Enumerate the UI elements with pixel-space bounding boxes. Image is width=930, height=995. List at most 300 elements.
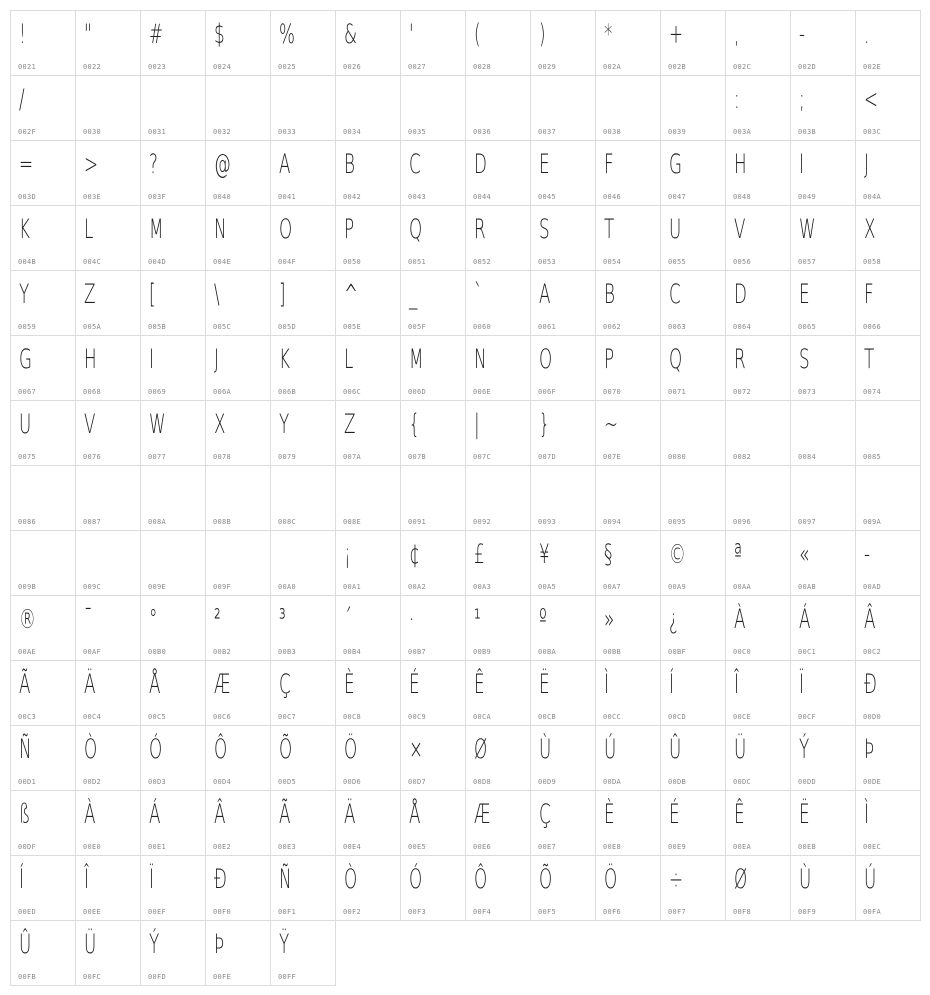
glyph-char: D — [474, 149, 487, 180]
glyph-codepoint: 00E0 — [83, 843, 102, 851]
glyph-cell — [791, 726, 856, 791]
glyph-char: F — [604, 149, 614, 180]
glyph-codepoint: 0071 — [668, 388, 687, 396]
glyph-char: Û — [669, 734, 682, 765]
glyph-char: E — [799, 279, 810, 310]
glyph-codepoint: 0078 — [213, 453, 232, 461]
glyph-codepoint: 00C0 — [733, 648, 752, 656]
glyph-cell — [11, 401, 76, 466]
glyph-cell — [336, 271, 401, 336]
glyph-codepoint: 00F6 — [603, 908, 622, 916]
glyph-cell — [466, 336, 531, 401]
glyph-cell — [141, 466, 206, 531]
glyph-codepoint: 0040 — [213, 193, 232, 201]
glyph-codepoint: 0091 — [408, 518, 427, 526]
glyph-char: É — [409, 669, 420, 700]
glyph-char: ; — [799, 84, 805, 115]
glyph-cell — [11, 856, 76, 921]
glyph-codepoint: 00C3 — [18, 713, 37, 721]
glyph-char: Ï — [799, 669, 804, 700]
glyph-codepoint: 0031 — [148, 128, 167, 136]
glyph-codepoint: 0079 — [278, 453, 297, 461]
glyph-cell — [11, 11, 76, 76]
glyph-codepoint: 00F5 — [538, 908, 557, 916]
glyph-cell — [76, 271, 141, 336]
glyph-codepoint: 00AF — [83, 648, 102, 656]
glyph-cell — [336, 11, 401, 76]
glyph-char: Y — [19, 279, 30, 310]
glyph-codepoint: 005F — [408, 323, 427, 331]
glyph-codepoint: 008E — [343, 518, 362, 526]
glyph-cell — [76, 336, 141, 401]
glyph-codepoint: 00EF — [148, 908, 167, 916]
glyph-cell — [791, 856, 856, 921]
glyph-codepoint: 0026 — [343, 63, 362, 71]
glyph-codepoint: 0049 — [798, 193, 817, 201]
glyph-char: ( — [474, 19, 481, 50]
glyph-char: K — [279, 344, 290, 375]
glyph-codepoint: 00D4 — [213, 778, 232, 786]
glyph-char: [ — [149, 279, 156, 310]
glyph-codepoint: 004C — [83, 258, 102, 266]
glyph-cell — [271, 661, 336, 726]
glyph-cell — [596, 791, 661, 856]
glyph-codepoint: 0093 — [538, 518, 557, 526]
glyph-codepoint: 00C7 — [278, 713, 297, 721]
glyph-cell — [141, 271, 206, 336]
glyph-cell — [856, 726, 921, 791]
glyph-cell — [726, 401, 791, 466]
glyph-codepoint: 00C6 — [213, 713, 232, 721]
glyph-cell — [596, 726, 661, 791]
glyph-codepoint: 0038 — [603, 128, 622, 136]
glyph-cell — [791, 141, 856, 206]
glyph-codepoint: 00BB — [603, 648, 622, 656]
glyph-char: $ — [214, 19, 225, 50]
glyph-codepoint: 00B0 — [148, 648, 167, 656]
glyph-char: G — [669, 149, 682, 180]
glyph-cell — [856, 531, 921, 596]
glyph-grid — [10, 10, 921, 986]
glyph-cell — [726, 271, 791, 336]
glyph-cell — [336, 336, 401, 401]
glyph-codepoint: 00FF — [278, 973, 297, 981]
glyph-codepoint: 00E5 — [408, 843, 427, 851]
glyph-codepoint: 00A2 — [408, 583, 427, 591]
glyph-codepoint: 005A — [83, 323, 102, 331]
glyph-codepoint: 0065 — [798, 323, 817, 331]
glyph-cell — [791, 401, 856, 466]
glyph-char: Ô — [214, 734, 228, 765]
glyph-cell — [596, 596, 661, 661]
glyph-char: Ð — [864, 669, 877, 700]
glyph-cell — [271, 141, 336, 206]
glyph-cell — [11, 336, 76, 401]
glyph-codepoint: 00F1 — [278, 908, 297, 916]
glyph-codepoint: 007C — [473, 453, 492, 461]
glyph-char: Ë — [539, 669, 550, 700]
glyph-codepoint: 00EC — [863, 843, 882, 851]
glyph-cell — [856, 596, 921, 661]
glyph-codepoint: 00A5 — [538, 583, 557, 591]
glyph-char: Î — [734, 669, 739, 700]
glyph-cell — [271, 726, 336, 791]
glyph-cell — [141, 726, 206, 791]
glyph-cell — [791, 271, 856, 336]
glyph-cell — [206, 271, 271, 336]
glyph-char: Ç — [539, 799, 551, 830]
glyph-cell — [661, 596, 726, 661]
glyph-codepoint: 0048 — [733, 193, 752, 201]
glyph-cell — [856, 336, 921, 401]
glyph-codepoint: 00A7 — [603, 583, 622, 591]
glyph-cell — [726, 466, 791, 531]
glyph-cell — [856, 11, 921, 76]
glyph-codepoint: 0047 — [668, 193, 687, 201]
glyph-codepoint: 00DA — [603, 778, 622, 786]
glyph-char: È — [344, 669, 355, 700]
glyph-codepoint: 005D — [278, 323, 297, 331]
glyph-char: Ð — [214, 864, 227, 895]
glyph-char: C — [669, 279, 681, 310]
glyph-cell — [336, 726, 401, 791]
glyph-codepoint: 00FC — [83, 973, 102, 981]
glyph-cell — [271, 206, 336, 271]
glyph-char: Ù — [539, 734, 552, 765]
glyph-cell — [856, 791, 921, 856]
glyph-cell — [336, 596, 401, 661]
glyph-char: Þ — [214, 929, 225, 960]
glyph-cell — [856, 271, 921, 336]
glyph-cell — [271, 531, 336, 596]
glyph-cell — [76, 141, 141, 206]
glyph-cell — [661, 466, 726, 531]
glyph-char: Ü — [84, 929, 97, 960]
glyph-codepoint: 00D7 — [408, 778, 427, 786]
glyph-char: Î — [84, 864, 89, 895]
glyph-cell — [76, 596, 141, 661]
glyph-codepoint: 00EE — [83, 908, 102, 916]
glyph-char: Ÿ — [279, 929, 290, 960]
glyph-cell — [596, 336, 661, 401]
glyph-cell — [401, 206, 466, 271]
glyph-codepoint: 009F — [213, 583, 232, 591]
glyph-cell — [856, 206, 921, 271]
glyph-codepoint: 00CF — [798, 713, 817, 721]
glyph-cell — [661, 336, 726, 401]
glyph-cell — [401, 791, 466, 856]
glyph-char: " — [84, 19, 92, 50]
glyph-cell — [206, 596, 271, 661]
glyph-cell — [401, 271, 466, 336]
glyph-cell — [531, 596, 596, 661]
glyph-cell — [76, 466, 141, 531]
glyph-char: , — [734, 19, 740, 50]
glyph-codepoint: 0096 — [733, 518, 752, 526]
glyph-cell — [206, 661, 271, 726]
glyph-cell — [726, 336, 791, 401]
glyph-codepoint: 004B — [18, 258, 37, 266]
glyph-char: V — [734, 214, 746, 245]
glyph-char: À — [84, 799, 96, 830]
glyph-cell — [791, 206, 856, 271]
glyph-cell — [11, 76, 76, 141]
glyph-cell — [271, 271, 336, 336]
glyph-char: W — [799, 214, 816, 245]
glyph-char: Õ — [539, 864, 553, 895]
glyph-codepoint: 00F7 — [668, 908, 687, 916]
glyph-codepoint: 00AD — [863, 583, 882, 591]
glyph-codepoint: 00FD — [148, 973, 167, 981]
glyph-codepoint: 0085 — [863, 453, 882, 461]
glyph-char: Ö — [604, 864, 618, 895]
glyph-char: > — [84, 149, 99, 180]
glyph-cell — [726, 11, 791, 76]
glyph-char: Ù — [799, 864, 812, 895]
glyph-codepoint: 00E4 — [343, 843, 362, 851]
glyph-cell — [596, 661, 661, 726]
glyph-codepoint: 0059 — [18, 323, 37, 331]
glyph-codepoint: 005B — [148, 323, 167, 331]
glyph-codepoint: 002C — [733, 63, 752, 71]
glyph-codepoint: 005C — [213, 323, 232, 331]
glyph-char: _ — [409, 279, 418, 310]
glyph-codepoint: 00D3 — [148, 778, 167, 786]
glyph-cell — [661, 661, 726, 726]
glyph-codepoint: 006F — [538, 388, 557, 396]
glyph-cell — [76, 11, 141, 76]
glyph-cell — [401, 856, 466, 921]
glyph-cell — [466, 531, 531, 596]
glyph-codepoint: 00ED — [18, 908, 37, 916]
glyph-codepoint: 004E — [213, 258, 232, 266]
glyph-char: ³ — [279, 604, 286, 635]
glyph-char: & — [344, 19, 358, 50]
glyph-cell — [531, 791, 596, 856]
glyph-cell — [466, 271, 531, 336]
glyph-codepoint: 00D9 — [538, 778, 557, 786]
glyph-char: H — [734, 149, 747, 180]
glyph-codepoint: 009C — [83, 583, 102, 591]
glyph-cell — [206, 921, 271, 986]
glyph-char: ® — [19, 604, 36, 635]
glyph-codepoint: 008C — [278, 518, 297, 526]
glyph-cell — [206, 11, 271, 76]
glyph-char: Ä — [344, 799, 356, 830]
glyph-codepoint: 0097 — [798, 518, 817, 526]
glyph-codepoint: 0056 — [733, 258, 752, 266]
glyph-char: B — [344, 149, 355, 180]
glyph-codepoint: 004A — [863, 193, 882, 201]
glyph-cell — [206, 531, 271, 596]
glyph-codepoint: 0022 — [83, 63, 102, 71]
glyph-cell — [596, 206, 661, 271]
glyph-cell — [141, 791, 206, 856]
glyph-char: = — [19, 149, 34, 180]
glyph-char: ` — [474, 279, 483, 310]
glyph-cell — [596, 11, 661, 76]
glyph-codepoint: 0073 — [798, 388, 817, 396]
glyph-cell — [141, 76, 206, 141]
glyph-cell — [336, 661, 401, 726]
glyph-cell — [791, 11, 856, 76]
glyph-cell — [76, 206, 141, 271]
glyph-cell — [466, 11, 531, 76]
glyph-cell — [401, 141, 466, 206]
glyph-char: Û — [19, 929, 32, 960]
glyph-codepoint: 002E — [863, 63, 882, 71]
glyph-cell — [11, 141, 76, 206]
glyph-char: ÷ — [669, 864, 684, 895]
glyph-cell — [206, 791, 271, 856]
glyph-cell — [271, 76, 336, 141]
glyph-codepoint: 0087 — [83, 518, 102, 526]
glyph-char: Þ — [864, 734, 875, 765]
glyph-char: Q — [669, 344, 683, 375]
glyph-codepoint: 00D2 — [83, 778, 102, 786]
glyph-char: Ç — [279, 669, 291, 700]
glyph-codepoint: 0024 — [213, 63, 232, 71]
glyph-char: Z — [84, 279, 96, 310]
glyph-char: Ñ — [19, 734, 32, 765]
glyph-cell — [531, 856, 596, 921]
glyph-codepoint: 0057 — [798, 258, 817, 266]
glyph-codepoint: 00CB — [538, 713, 557, 721]
glyph-char: È — [604, 799, 615, 830]
glyph-char: Æ — [214, 669, 231, 700]
glyph-codepoint: 0092 — [473, 518, 492, 526]
glyph-char: N — [214, 214, 227, 245]
glyph-codepoint: 00F4 — [473, 908, 492, 916]
glyph-cell — [141, 401, 206, 466]
glyph-cell — [661, 141, 726, 206]
glyph-cell — [531, 466, 596, 531]
glyph-codepoint: 00FA — [863, 908, 882, 916]
glyph-cell — [11, 661, 76, 726]
glyph-cell — [531, 11, 596, 76]
glyph-codepoint: 00F9 — [798, 908, 817, 916]
glyph-cell — [11, 206, 76, 271]
glyph-codepoint: 003B — [798, 128, 817, 136]
glyph-codepoint: 007D — [538, 453, 557, 461]
glyph-char: * — [604, 19, 613, 50]
glyph-codepoint: 0045 — [538, 193, 557, 201]
glyph-codepoint: 0064 — [733, 323, 752, 331]
glyph-cell — [726, 141, 791, 206]
glyph-cell — [726, 596, 791, 661]
glyph-codepoint: 006E — [473, 388, 492, 396]
glyph-codepoint: 0070 — [603, 388, 622, 396]
glyph-codepoint: 0066 — [863, 323, 882, 331]
glyph-char: Z — [344, 409, 356, 440]
glyph-cell — [466, 856, 531, 921]
glyph-codepoint: 0044 — [473, 193, 492, 201]
glyph-codepoint: 00CD — [668, 713, 687, 721]
glyph-cell — [271, 466, 336, 531]
glyph-codepoint: 003A — [733, 128, 752, 136]
glyph-char: ° — [149, 604, 158, 635]
glyph-codepoint: 0028 — [473, 63, 492, 71]
glyph-char: Á — [149, 799, 161, 830]
glyph-cell — [141, 921, 206, 986]
glyph-char: ¢ — [409, 539, 420, 570]
glyph-codepoint: 00A1 — [343, 583, 362, 591]
glyph-cell — [791, 531, 856, 596]
glyph-char: S — [539, 214, 550, 245]
glyph-char: : — [734, 84, 740, 115]
glyph-cell — [206, 466, 271, 531]
glyph-cell — [791, 791, 856, 856]
glyph-codepoint: 008B — [213, 518, 232, 526]
glyph-codepoint: 00A3 — [473, 583, 492, 591]
glyph-char: J — [214, 344, 219, 375]
glyph-codepoint: 0069 — [148, 388, 167, 396]
glyph-char: ' — [409, 19, 414, 50]
glyph-cell — [726, 206, 791, 271]
glyph-char: Ý — [149, 929, 160, 960]
glyph-char: W — [149, 409, 166, 440]
glyph-cell — [11, 466, 76, 531]
glyph-char: O — [539, 344, 553, 375]
glyph-cell — [271, 596, 336, 661]
glyph-cell — [856, 856, 921, 921]
glyph-cell — [531, 271, 596, 336]
glyph-cell — [401, 596, 466, 661]
glyph-cell — [141, 856, 206, 921]
glyph-char: × — [409, 734, 424, 765]
glyph-char: . — [864, 19, 870, 50]
glyph-codepoint: 003D — [18, 193, 37, 201]
glyph-codepoint: 007E — [603, 453, 622, 461]
glyph-char: © — [669, 539, 686, 570]
glyph-char: ¥ — [539, 539, 550, 570]
glyph-cell — [466, 401, 531, 466]
glyph-codepoint: 0067 — [18, 388, 37, 396]
glyph-cell — [661, 856, 726, 921]
glyph-char: » — [604, 604, 615, 635]
glyph-codepoint: 0021 — [18, 63, 37, 71]
glyph-char: Æ — [474, 799, 491, 830]
glyph-cell — [791, 661, 856, 726]
glyph-codepoint: 00F3 — [408, 908, 427, 916]
glyph-cell — [596, 466, 661, 531]
glyph-cell — [336, 856, 401, 921]
glyph-char: X — [864, 214, 876, 245]
glyph-char: ß — [19, 799, 31, 830]
glyph-codepoint: 0041 — [278, 193, 297, 201]
glyph-char: I — [149, 344, 154, 375]
glyph-codepoint: 0055 — [668, 258, 687, 266]
glyph-codepoint: 00CC — [603, 713, 622, 721]
glyph-codepoint: 00B2 — [213, 648, 232, 656]
glyph-codepoint: 00CE — [733, 713, 752, 721]
glyph-codepoint: 0042 — [343, 193, 362, 201]
glyph-char: ² — [214, 604, 221, 635]
glyph-cell — [401, 76, 466, 141]
glyph-cell — [531, 661, 596, 726]
glyph-cell — [76, 726, 141, 791]
glyph-cell — [141, 596, 206, 661]
glyph-codepoint: 0034 — [343, 128, 362, 136]
glyph-codepoint: 0077 — [148, 453, 167, 461]
glyph-char: Ï — [149, 864, 154, 895]
glyph-codepoint: 00D1 — [18, 778, 37, 786]
glyph-codepoint: 00F2 — [343, 908, 362, 916]
glyph-codepoint: 0036 — [473, 128, 492, 136]
glyph-cell — [466, 791, 531, 856]
glyph-cell — [11, 596, 76, 661]
glyph-char: À — [734, 604, 746, 635]
